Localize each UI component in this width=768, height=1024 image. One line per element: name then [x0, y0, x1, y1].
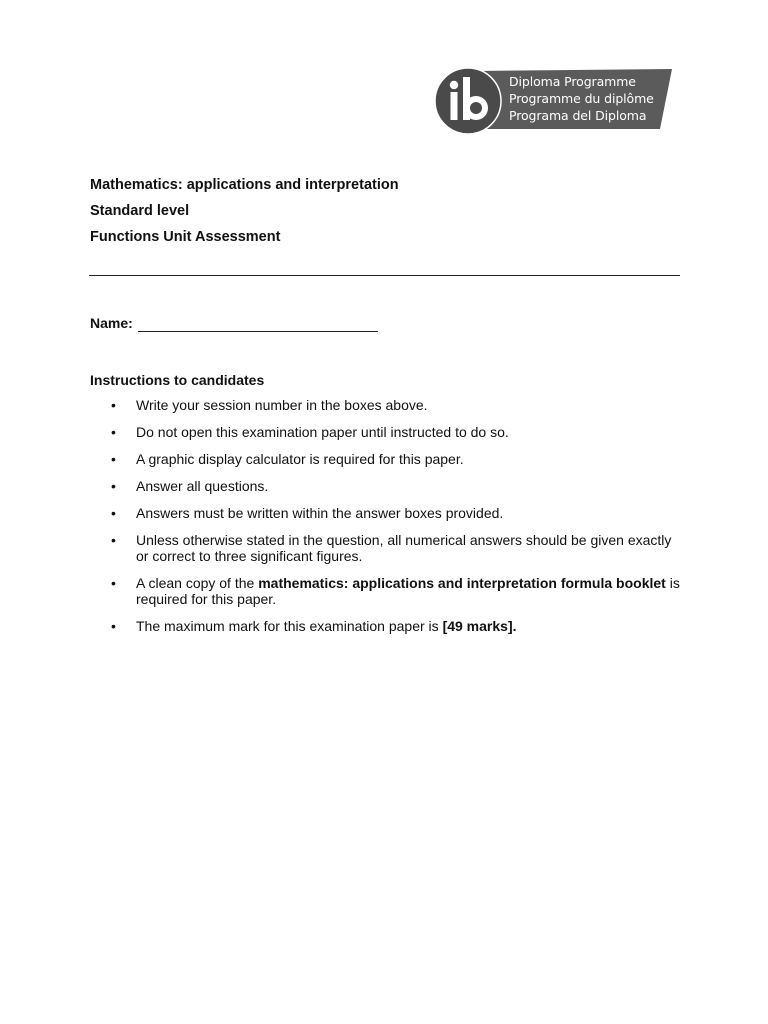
bullet-icon: •	[111, 532, 116, 548]
instruction-text: Answers must be written within the answer boxes provided.	[136, 505, 504, 521]
instruction-text-post: is required for this paper.	[136, 575, 680, 607]
level-title: Standard level	[90, 203, 190, 219]
list-item	[90, 424, 690, 440]
bullet-icon: •	[111, 424, 116, 440]
name-field-row	[90, 314, 378, 332]
list-item	[90, 618, 690, 634]
instruction-text: Do not open this examination paper until instructed to do so.	[136, 424, 509, 440]
name-write-line[interactable]	[138, 317, 378, 332]
subject-title: Mathematics: applications and interpretation	[90, 177, 399, 193]
instruction-text	[136, 575, 681, 607]
list-item	[90, 451, 690, 467]
bullet-icon: •	[111, 618, 116, 634]
header-divider	[89, 275, 680, 276]
instruction-text: Answer all questions.	[136, 478, 269, 494]
list-item	[90, 575, 690, 607]
list-item	[90, 505, 690, 521]
assessment-title: Functions Unit Assessment	[90, 229, 281, 245]
instruction-text-pre: A clean copy of the	[136, 575, 259, 591]
max-marks-emphasis: [49 marks].	[442, 618, 517, 634]
instruction-text-pre: The maximum mark for this examination paper is	[136, 618, 443, 634]
bullet-icon: •	[111, 505, 116, 521]
list-item	[90, 532, 690, 564]
logo-line-es: Programa del Diploma	[509, 108, 647, 123]
logo-text	[509, 73, 669, 124]
bullet-icon: •	[111, 451, 116, 467]
logo-line-fr: Programme du diplôme	[509, 91, 654, 106]
instruction-text: A graphic display calculator is required for this paper.	[136, 451, 464, 467]
logo-line-en: Diploma Programme	[509, 74, 636, 89]
instruction-text	[136, 618, 681, 634]
instructions-list	[90, 397, 690, 645]
bullet-icon: •	[111, 575, 116, 591]
formula-booklet-emphasis: mathematics: applications and interpretation formula booklet	[258, 575, 666, 591]
instruction-text: Unless otherwise stated in the question, all numerical answers should be given exactly or correct to three significant figures.	[136, 532, 672, 564]
bullet-icon: •	[111, 478, 116, 494]
bullet-icon: •	[111, 397, 116, 413]
list-item	[90, 397, 690, 413]
name-label: Name:	[90, 315, 133, 331]
ib-diploma-logo	[434, 67, 672, 135]
list-item	[90, 478, 690, 494]
instructions-title: Instructions to candidates	[90, 372, 265, 388]
instruction-text: Write your session number in the boxes above.	[136, 397, 428, 413]
